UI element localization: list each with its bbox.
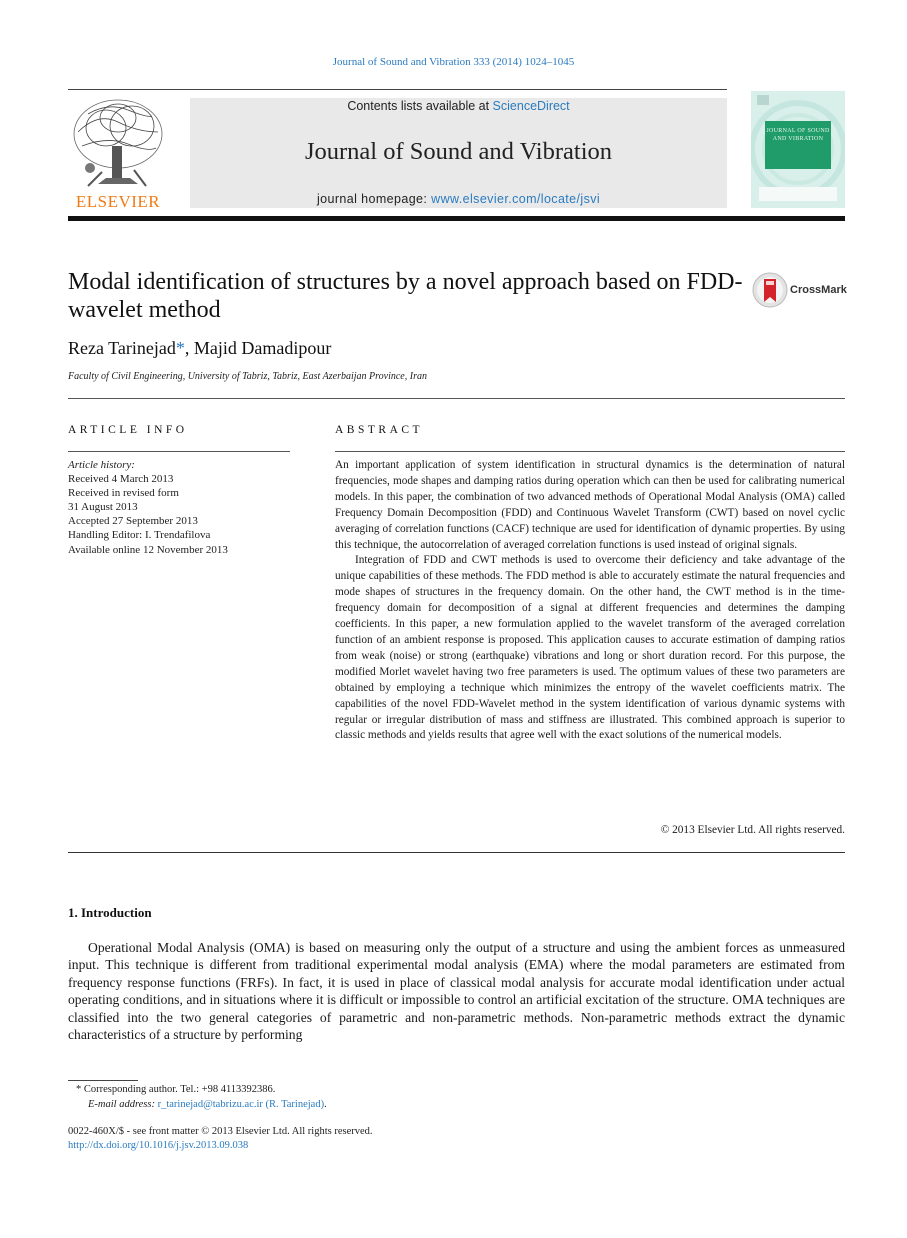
introduction-paragraph: Operational Modal Analysis (OMA) is based on measuring only the output of a structure and using the ambient forces as unmeasured input. This technique is different from traditional experimental modal analysis (EMA) where the modal parameters are estimated from frequency response functions (FRFs). In fact, it is used in place of classical modal analysis for accurate modal identification under actual operating conditions, and in situations where it is difficult or impossible to control an artificial excitation of the structure. OMA techniques are classified into the two general categories of parametric and non-parametric methods. Non-parametric methods extract the dynamic characteristics of a structure by performing bbox=[68, 940, 845, 1043]
homepage-prefix: journal homepage: bbox=[316, 192, 432, 206]
abstract-copyright: © 2013 Elsevier Ltd. All rights reserved. bbox=[660, 824, 845, 836]
crossmark-label: CrossMark bbox=[790, 284, 847, 296]
tree-icon bbox=[68, 92, 168, 192]
history-line: Handling Editor: I. Trendafilova bbox=[68, 529, 211, 542]
elsevier-logo bbox=[68, 92, 168, 210]
homepage-link[interactable]: www.elsevier.com/locate/jsvi bbox=[431, 192, 601, 206]
author-separator: , bbox=[184, 338, 194, 358]
author-list bbox=[68, 338, 331, 359]
history-line: Accepted 27 September 2013 bbox=[68, 515, 198, 528]
section-divider bbox=[68, 398, 845, 399]
journal-cover-thumbnail[interactable] bbox=[751, 91, 845, 208]
abstract-paragraph: Integration of FDD and CWT methods is used to overcome their deficiency and take advantage of the unique capabilities of these methods. The FDD method is able to accurately estimate the natural frequencies and mode shapes of structures in the frequency domain. On the other hand, the CWT method is in the time-frequency domain for decomposition of a signal at different frequencies and determines the damping coefficients. In this paper, a new formulation applied to the wavelet transform of the averaged correlation function of an ambient response is proposed. This application causes to accurate estimation of damping ratios from weak (noise) or strong (earthquake) vibrations and long or short duration record. For this purpose, the modified Morlet wavelet having two free parameters is used. The optimum values of these two parameters are obtained by employing a technique which minimizes the entropy of the wavelet coefficients matrix. The capabilities of the novel FDD-Wavelet method in the system identification of various dynamic systems with regular or irregular distribution of mass and stiffness are illustrated. This combined approach is superior to classic methods and yields results that agree well with the exact solutions of the numerical models. bbox=[335, 554, 845, 742]
journal-citation[interactable]: Journal of Sound and Vibration 333 (2014) 1024–1045 bbox=[332, 56, 575, 68]
corresponding-author-note: * Corresponding author. Tel.: +98 4113392386. bbox=[76, 1084, 276, 1095]
abstract-rule bbox=[335, 451, 845, 452]
email-end: . bbox=[324, 1099, 327, 1110]
sciencedirect-link[interactable]: ScienceDirect bbox=[492, 99, 570, 113]
corresponding-author-mark[interactable]: * bbox=[175, 338, 185, 358]
crossmark-button[interactable] bbox=[752, 272, 847, 308]
doi-link[interactable]: http://dx.doi.org/10.1016/j.jsv.2013.09.038 bbox=[68, 1140, 249, 1151]
author-name[interactable]: Reza Tarinejad bbox=[68, 338, 176, 358]
journal-name: Journal of Sound and Vibration bbox=[304, 138, 612, 165]
abstract-heading: ABSTRACT bbox=[335, 424, 424, 436]
abstract-bottom-rule bbox=[68, 852, 845, 853]
cover-title: JOURNAL OF SOUND AND VIBRATION bbox=[766, 128, 830, 142]
cover-footer bbox=[759, 187, 837, 201]
article-history bbox=[68, 458, 290, 557]
article-title: Modal identification of structures by a novel approach based on FDD-wavelet method bbox=[68, 269, 743, 323]
article-info-heading: ARTICLE INFO bbox=[68, 424, 188, 436]
abstract-body bbox=[335, 458, 845, 744]
author-affiliation: Faculty of Civil Engineering, University of Tabriz, Tabriz, East Azerbaijan Province, Iran bbox=[68, 371, 427, 382]
history-line: 31 August 2013 bbox=[68, 501, 138, 514]
header-top-rule bbox=[68, 89, 727, 90]
homepage-line bbox=[190, 192, 727, 206]
contents-prefix: Contents lists available at bbox=[347, 99, 493, 113]
contents-line bbox=[190, 99, 727, 113]
email-link[interactable]: r_tarinejad@tabrizu.ac.ir (R. Tarinejad) bbox=[157, 1099, 325, 1110]
history-heading: Article history: bbox=[68, 459, 135, 471]
author-name[interactable]: Majid Damadipour bbox=[193, 338, 332, 358]
email-note bbox=[88, 1099, 327, 1110]
email-label: E-mail address: bbox=[88, 1099, 158, 1110]
history-line: Available online 12 November 2013 bbox=[68, 543, 228, 556]
footnote-rule bbox=[68, 1080, 138, 1081]
crossmark-icon bbox=[752, 272, 788, 308]
abstract-paragraph: An important application of system identification in structural dynamics is the determination of natural frequencies, mode shapes and damping ratios during operation which can then be used for calibrating numerical models. In this paper, the combination of two advanced methods of Operational Modal Analysis (OMA) called Frequency Domain Decomposition (FDD) and Continuous Wavelet Transform (CWT) based on novel cyclic averaging of correlation functions (CACF) technique are used for identification of dynamic properties. By using this technique, the autocorrelation of averaged correlation functions is used instead of original signals. bbox=[335, 459, 845, 551]
history-line: Received 4 March 2013 bbox=[68, 473, 174, 486]
introduction-heading: 1. Introduction bbox=[68, 905, 152, 920]
header-thick-rule bbox=[68, 216, 845, 221]
history-line: Received in revised form bbox=[68, 487, 179, 500]
article-info-rule bbox=[68, 451, 290, 452]
issn-line: 0022-460X/$ - see front matter © 2013 Elsevier Ltd. All rights reserved. bbox=[68, 1126, 373, 1137]
elsevier-wordmark: ELSEVIER bbox=[75, 192, 161, 211]
